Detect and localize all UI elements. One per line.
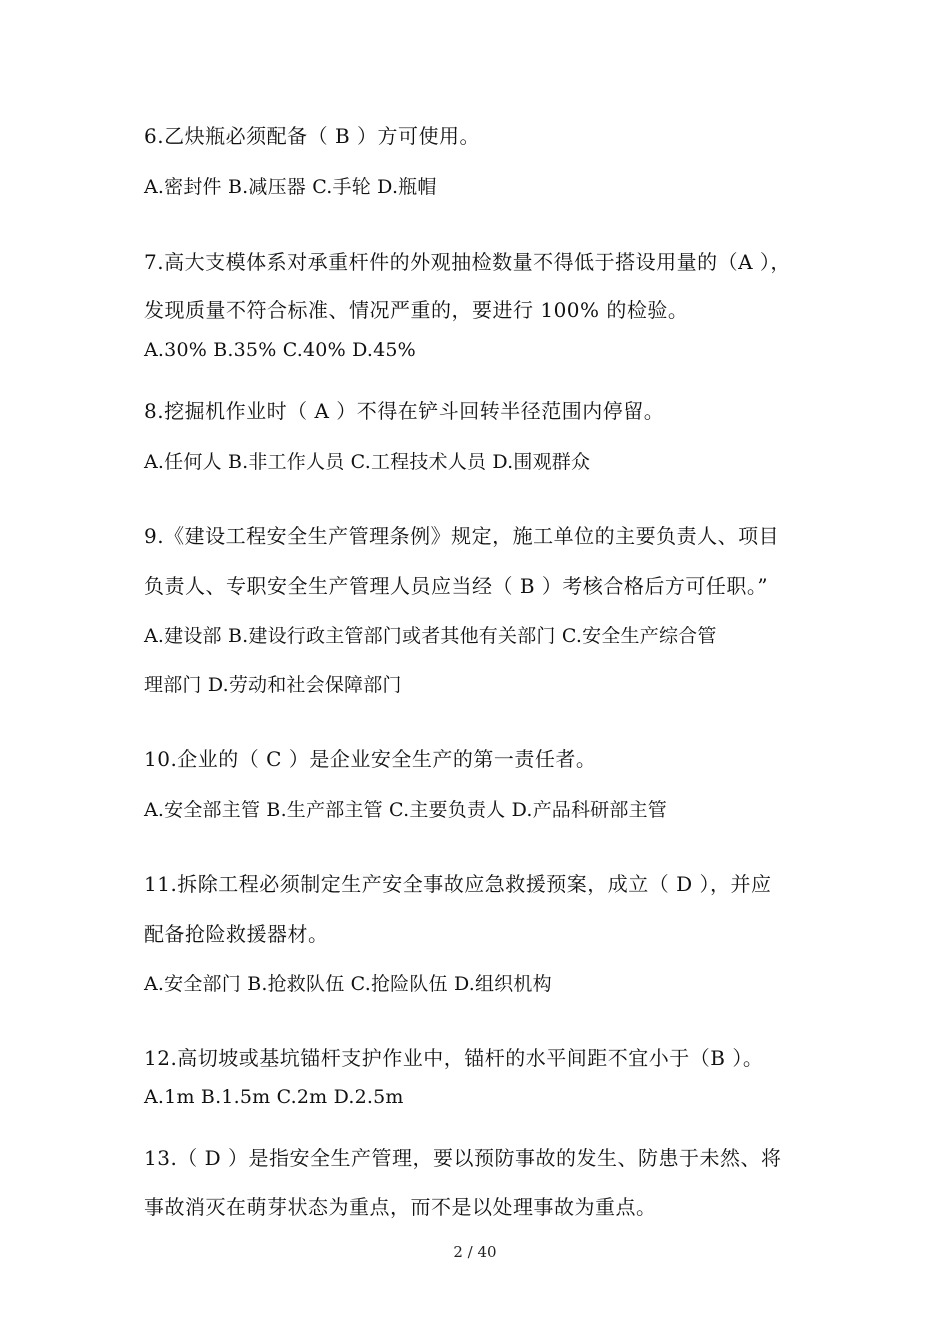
question-9-text-line-2: 负责人、专职安全生产管理人员应当经（ B ）考核合格后方可任职。” [144, 574, 769, 598]
question-7-text-line-1: 7.高大支模体系对承重杆件的外观抽检数量不得低于搭设用量的（A ）， [144, 250, 791, 274]
question-11-options: A.安全部门 B.抢救队伍 C.抢险队伍 D.组织机构 [144, 973, 552, 995]
question-8-options: A.任何人 B.非工作人员 C.工程技术人员 D.围观群众 [144, 451, 591, 473]
question-8-text: 8.挖掘机作业时（ A ）不得在铲斗回转半径范围内停留。 [144, 399, 665, 423]
question-11-text-line-2: 配备抢险救援器材。 [144, 922, 329, 946]
question-13-text-line-1: 13.（ D ）是指安全生产管理，要以预防事故的发生、防患于未然、将 [144, 1146, 782, 1170]
page-number: 2 / 40 [453, 1243, 497, 1261]
question-6-text: 6.乙炔瓶必须配备（ B ）方可使用。 [144, 124, 480, 148]
question-10-text: 10.企业的（ C ）是企业安全生产的第一责任者。 [144, 747, 597, 771]
question-12-options: A.1m B.1.5m C.2m D.2.5m [144, 1086, 404, 1108]
question-13-text-line-2: 事故消灭在萌芽状态为重点，而不是以处理事故为重点。 [144, 1195, 657, 1219]
question-6-options: A.密封件 B.减压器 C.手轮 D.瓶帽 [144, 176, 437, 198]
question-10-options: A.安全部主管 B.生产部主管 C.主要负责人 D.产品科研部主管 [144, 799, 667, 821]
question-9-text-line-1: 9.《建设工程安全生产管理条例》规定，施工单位的主要负责人、项目 [144, 524, 780, 548]
question-7-options: A.30% B.35% C.40% D.45% [144, 339, 416, 361]
question-12-text: 12.高切坡或基坑锚杆支护作业中，锚杆的水平间距不宜小于（B ）。 [144, 1046, 764, 1070]
question-11-text-line-1: 11.拆除工程必须制定生产安全事故应急救援预案，成立（ D ），并应 [144, 872, 772, 896]
question-7-text-line-2: 发现质量不符合标准、情况严重的，要进行 100% 的检验。 [144, 298, 689, 322]
question-9-options-line-1: A.建设部 B.建设行政主管部门或者其他有关部门 C.安全生产综合管 [144, 625, 717, 647]
question-9-options-line-2: 理部门 D.劳动和社会保障部门 [144, 674, 402, 696]
